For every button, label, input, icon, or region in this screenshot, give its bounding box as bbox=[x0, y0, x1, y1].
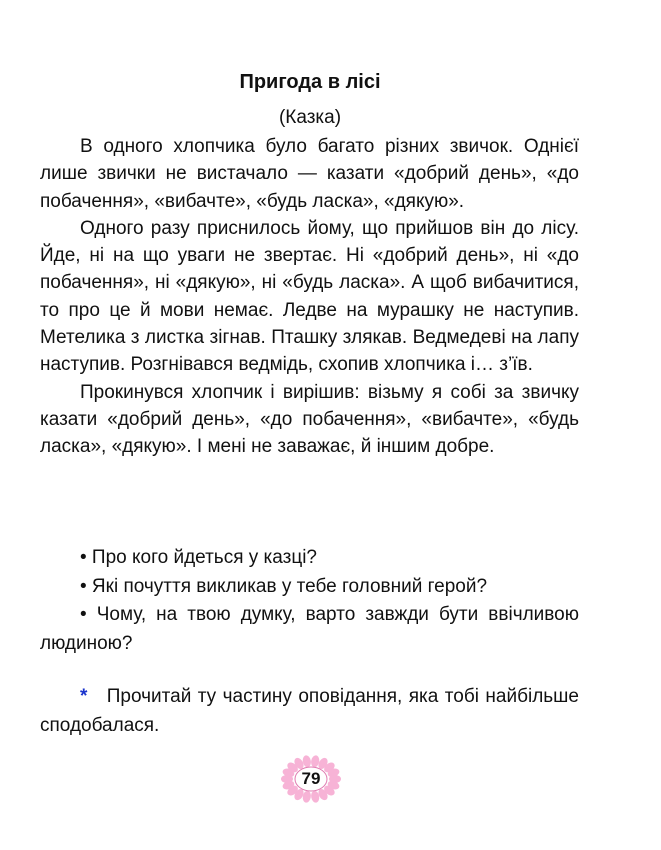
question-item: • Які почуття викликав у тебе головний герой? bbox=[80, 575, 488, 597]
paragraph: Одного разу приснилось йому, що прийшов він до лісу. Йде, ні на що уваги не звертає. Ні «добрий день», ні «до побачення», ні «дякую», ні «будь ласка». А щоб вибачитися, то про це й мови немає. Ледве на мурашку не наступив. Метелика з листка зігнав. Пташку злякав. Ведмедеві на лапу наступив. Розгнівався ведмідь, схопив хлопчика і… з’їв. bbox=[40, 217, 579, 376]
question-item: • Чому, на твою думку, варто завжди бути ввічливою людиною? bbox=[40, 604, 579, 654]
page-number: 79 bbox=[301, 769, 321, 788]
paragraph: Прокинувся хлопчик і вирішив: візьму я собі за звичку казати «добрий день», «до побачення», «вибачте», «будь ласка», «дякую». І мені не заважає, й іншим добре. bbox=[40, 381, 579, 458]
task-text: Прочитай ту частину оповідання, яка тобі найбільше сподобалася. bbox=[40, 686, 579, 736]
page-number-badge bbox=[276, 755, 346, 805]
paragraph: В одного хлопчика було багато різних звичок. Однієї лише звички не вистачало — казати «добрий день», «до побачення», «вибачте», «будь ласка», «дякую». bbox=[40, 136, 579, 212]
story-title: Пригода в лісі bbox=[239, 71, 381, 93]
task-text-line bbox=[40, 683, 579, 740]
asterisk-icon: * bbox=[80, 686, 88, 707]
questions-list bbox=[40, 544, 579, 658]
story-body bbox=[40, 133, 579, 461]
reading-task bbox=[40, 683, 579, 740]
question-item: • Про кого йдеться у казці? bbox=[80, 547, 317, 568]
story-genre: (Казка) bbox=[278, 107, 342, 128]
